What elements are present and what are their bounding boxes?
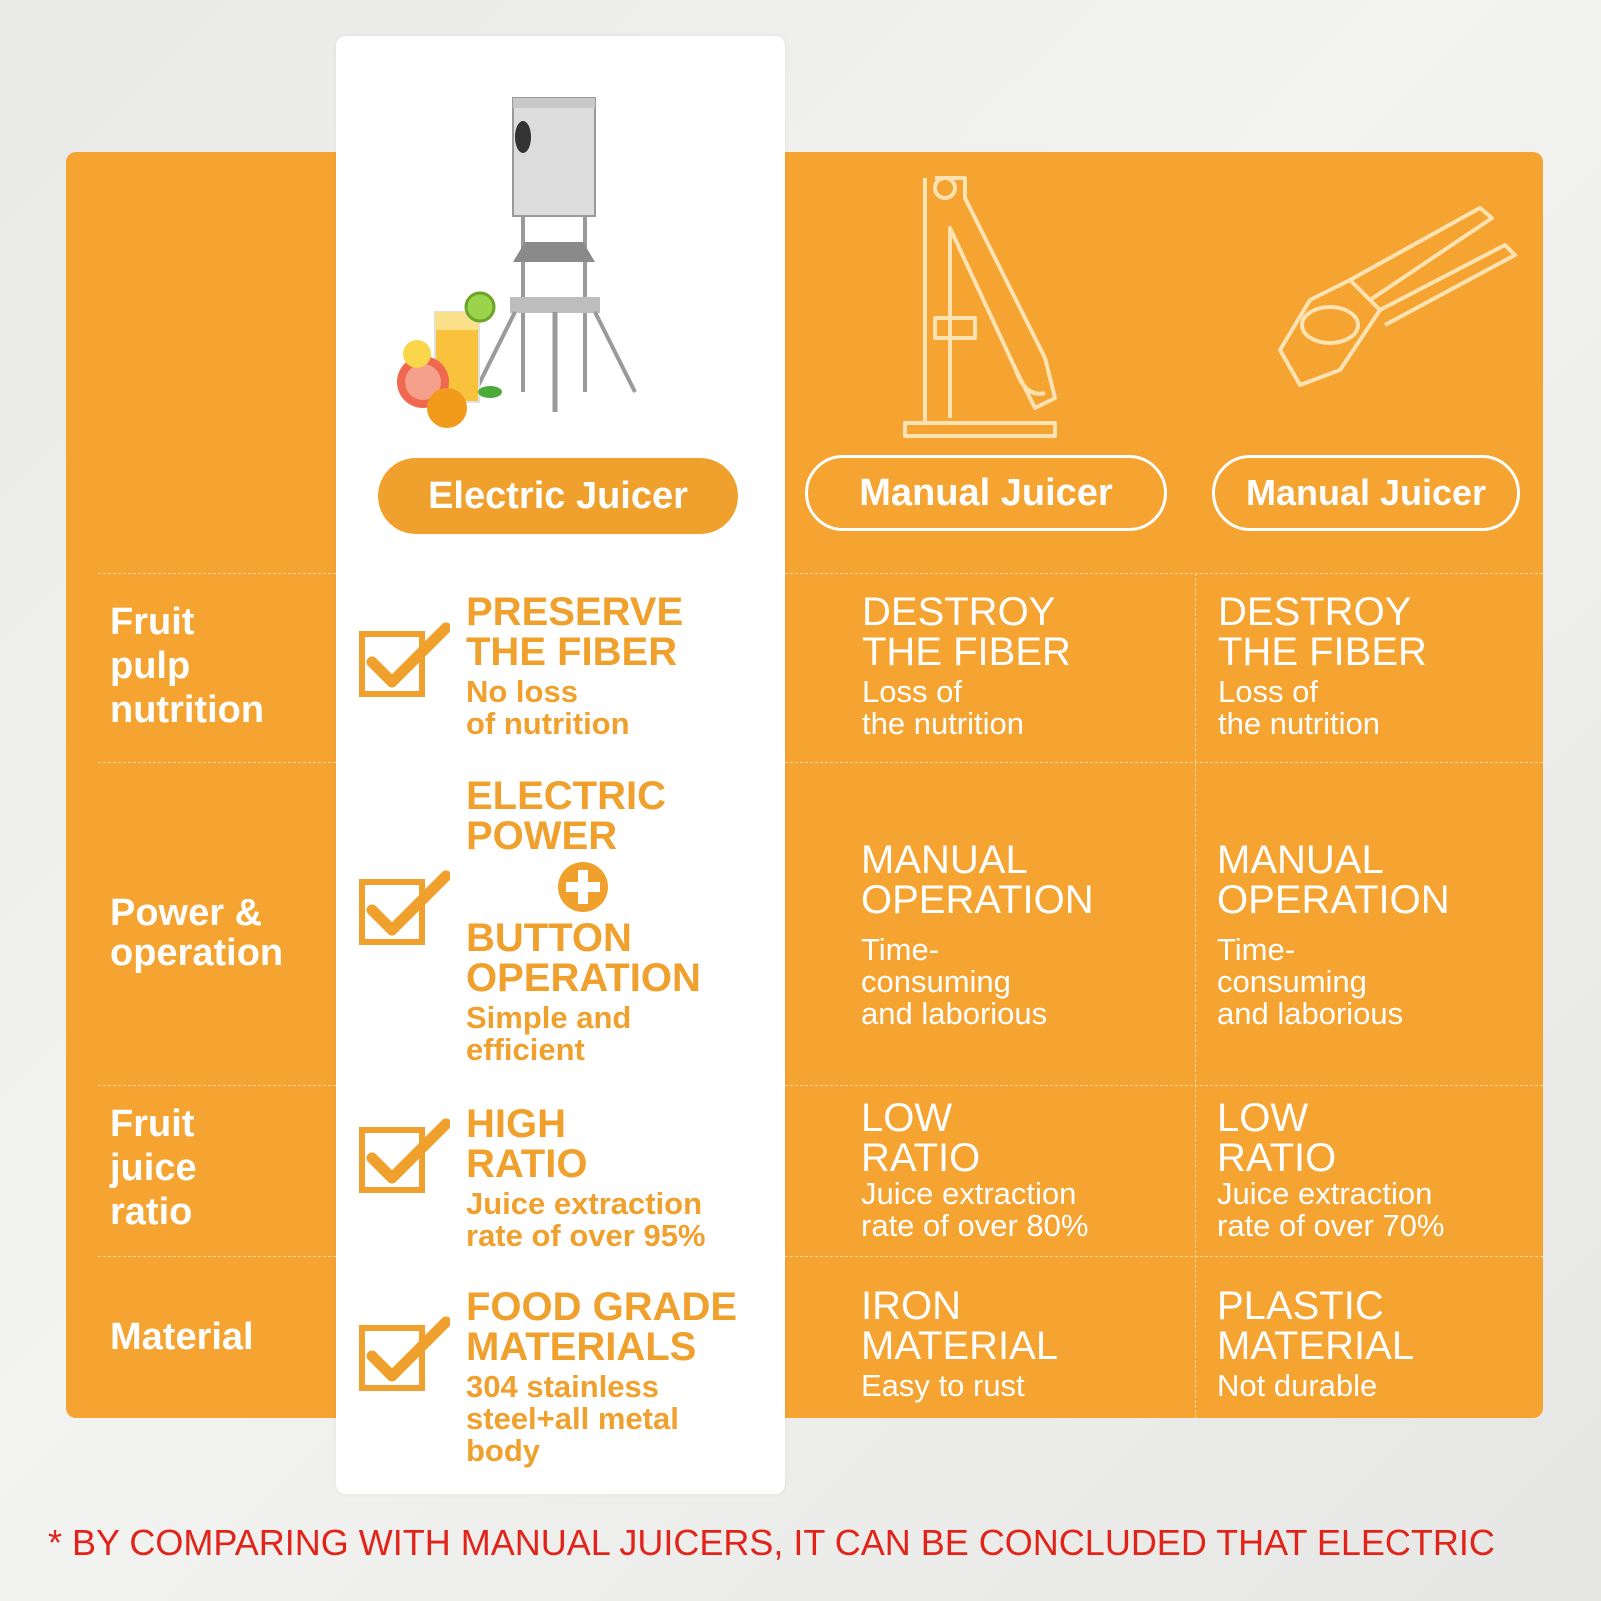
footer-note: * BY COMPARING WITH MANUAL JUICERS, IT CAN BE CONCLUDED THAT ELECTRIC bbox=[48, 1522, 1495, 1563]
cell-subtitle: Juice extraction rate of over 70% bbox=[1217, 1176, 1445, 1243]
row-divider bbox=[785, 762, 1543, 763]
cell-title: ELECTRIC POWER bbox=[466, 774, 666, 858]
cell-title: PLASTIC MATERIAL bbox=[1217, 1284, 1415, 1368]
row-divider bbox=[785, 1256, 1543, 1257]
cell-title: PRESERVE THE FIBER bbox=[466, 590, 684, 674]
cell-subtitle: 304 stainless steel+all metal body bbox=[466, 1369, 679, 1468]
row-label-ratio: Fruit juice ratio bbox=[110, 1103, 197, 1233]
cell-title: IRON MATERIAL bbox=[861, 1284, 1059, 1368]
row-divider bbox=[98, 1085, 336, 1086]
electric-material-cell bbox=[466, 1287, 737, 1467]
cell-subtitle: Simple and efficient bbox=[466, 1000, 632, 1067]
cell-subtitle: Time- consuming and laborious bbox=[1217, 932, 1404, 1031]
manual-squeezer-material-cell bbox=[1217, 1286, 1414, 1402]
cell-title: DESTROY THE FIBER bbox=[862, 590, 1071, 674]
checkbox-check-icon bbox=[358, 870, 450, 950]
cell-subtitle: Not durable bbox=[1217, 1368, 1378, 1403]
manual-squeezer-image bbox=[1270, 200, 1530, 400]
manual-press-material-cell bbox=[861, 1286, 1058, 1402]
cell-title: FOOD GRADE MATERIALS bbox=[466, 1285, 738, 1369]
electric-power-cell bbox=[466, 776, 701, 1066]
row-label-material: Material bbox=[110, 1316, 254, 1358]
manual-press-header: Manual Juicer bbox=[805, 455, 1167, 531]
row-divider bbox=[98, 762, 336, 763]
manual-squeezer-power-cell bbox=[1217, 840, 1450, 1030]
manual-press-pulp-cell bbox=[862, 592, 1071, 740]
row-label-power: Power & operation bbox=[110, 892, 284, 974]
cell-subtitle: Juice extraction rate of over 95% bbox=[466, 1186, 706, 1253]
column-divider bbox=[1195, 573, 1196, 1418]
cell-title: HIGH RATIO bbox=[466, 1102, 588, 1186]
checkbox-check-icon bbox=[358, 622, 450, 702]
plus-circle-icon bbox=[556, 860, 610, 914]
electric-pulp-cell bbox=[466, 592, 683, 740]
electric-ratio-cell bbox=[466, 1104, 706, 1252]
manual-squeezer-ratio-cell bbox=[1217, 1098, 1444, 1242]
cell-subtitle: Juice extraction rate of over 80% bbox=[861, 1176, 1089, 1243]
row-divider bbox=[785, 573, 1543, 574]
cell-title: MANUAL OPERATION bbox=[1217, 838, 1450, 922]
cell-title: LOW RATIO bbox=[861, 1096, 981, 1180]
manual-squeezer-header: Manual Juicer bbox=[1212, 455, 1520, 531]
cell-subtitle: Loss of the nutrition bbox=[862, 674, 1024, 741]
electric-juicer-header: Electric Juicer bbox=[378, 458, 738, 534]
row-label-pulp: Fruit pulp nutrition bbox=[110, 601, 265, 731]
row-divider bbox=[785, 1085, 1543, 1086]
checkbox-check-icon bbox=[358, 1118, 450, 1198]
manual-press-ratio-cell bbox=[861, 1098, 1088, 1242]
cell-subtitle: No loss of nutrition bbox=[466, 674, 630, 741]
checkbox-check-icon bbox=[358, 1316, 450, 1396]
cell-subtitle: Time- consuming and laborious bbox=[861, 932, 1048, 1031]
manual-squeezer-pulp-cell bbox=[1218, 592, 1427, 740]
cell-title: BUTTON OPERATION bbox=[466, 916, 701, 1000]
manual-press-power-cell bbox=[861, 840, 1094, 1030]
cell-subtitle: Easy to rust bbox=[861, 1368, 1025, 1403]
cell-title: MANUAL OPERATION bbox=[861, 838, 1094, 922]
cell-title: LOW RATIO bbox=[1217, 1096, 1337, 1180]
cell-title: DESTROY THE FIBER bbox=[1218, 590, 1427, 674]
manual-press-image bbox=[895, 168, 1095, 448]
cell-subtitle: Loss of the nutrition bbox=[1218, 674, 1380, 741]
row-divider bbox=[98, 1256, 336, 1257]
row-divider bbox=[98, 573, 336, 574]
electric-juicer-image bbox=[395, 92, 655, 432]
